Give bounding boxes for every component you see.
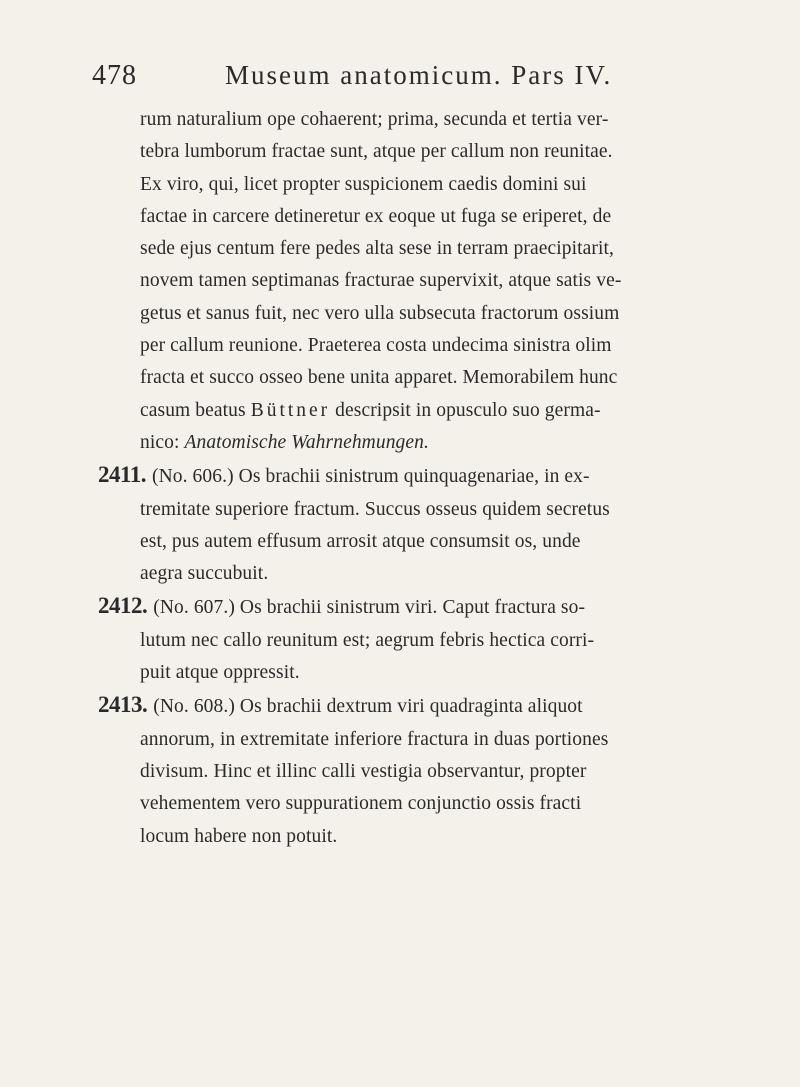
author-name: Büttner [250, 399, 331, 421]
entry-line: puit atque oppressit. [140, 662, 300, 684]
text-line: Ex viro, qui, licet propter suspicionem caedis domini sui [140, 173, 587, 195]
entry-line [98, 689, 760, 723]
text-line: fracta et succo osseo bene unita apparet. Memorabilem hunc [140, 367, 618, 389]
text-line [140, 427, 760, 459]
entry-2413 [98, 689, 760, 852]
text-segment: nico: [140, 431, 185, 453]
page-header [92, 60, 732, 96]
text-line: rum naturalium ope cohaerent; prima, secunda et tertia ver- [140, 109, 609, 130]
entry-number: 2411. [98, 462, 146, 488]
entry-2411 [98, 459, 760, 590]
running-head: Museum anatomicum. Pars IV. [225, 60, 613, 90]
entry-line: locum habere non potuit. [140, 825, 338, 847]
page-body [98, 104, 760, 853]
entry-number: 2412. [98, 593, 148, 619]
text-segment: (No. 606.) Os brachii sinistrum quinquagenariae, in ex- [151, 466, 590, 488]
text-line: per callum reunione. Praeterea costa undecima sinistra olim [140, 335, 612, 357]
entry-line: tremitate superiore fractum. Succus osseus quidem secretus [140, 498, 610, 520]
book-title: Anatomische Wahrnehmungen. [184, 431, 429, 453]
entry-2412 [98, 590, 760, 689]
entry-number: 2413. [98, 692, 148, 718]
entry-line [98, 590, 760, 624]
entry-line: vehementem vero suppurationem conjunctio ossis fracti [140, 793, 582, 815]
page-number: 478 [92, 60, 137, 91]
entry-line: divisum. Hinc et illinc calli vestigia observantur, propter [140, 760, 587, 782]
entry-line: aegra succubuit. [140, 563, 269, 585]
text-line: factae in carcere detineretur ex eoque ut fuga se eriperet, de [140, 205, 612, 227]
text-line: tebra lumborum fractae sunt, atque per callum non reunitae. [140, 141, 613, 163]
entry-line [98, 459, 760, 493]
text-line [140, 395, 760, 427]
text-segment: casum beatus [140, 399, 251, 421]
entry-line: lutum nec callo reunitum est; aegrum febris hectica corri- [140, 629, 595, 651]
text-segment: (No. 608.) Os brachii dextrum viri quadraginta aliquot [153, 696, 583, 718]
entry-line: est, pus autem effusum arrosit atque consumsit os, unde [140, 530, 581, 552]
entry-line: annorum, in extremitate inferiore fractura in duas portiones [140, 728, 609, 750]
text-segment: (No. 607.) Os brachii sinistrum viri. Caput fractura so- [153, 597, 586, 619]
text-line: sede ejus centum fere pedes alta sese in terram praecipitarit, [140, 238, 614, 260]
text-line: getus et sanus fuit, nec vero ulla subsecuta fractorum ossium [140, 302, 620, 324]
text-line: novem tamen septimanas fracturae supervixit, atque satis ve- [140, 270, 622, 292]
text-segment: descripsit in opusculo suo germa- [330, 399, 601, 421]
